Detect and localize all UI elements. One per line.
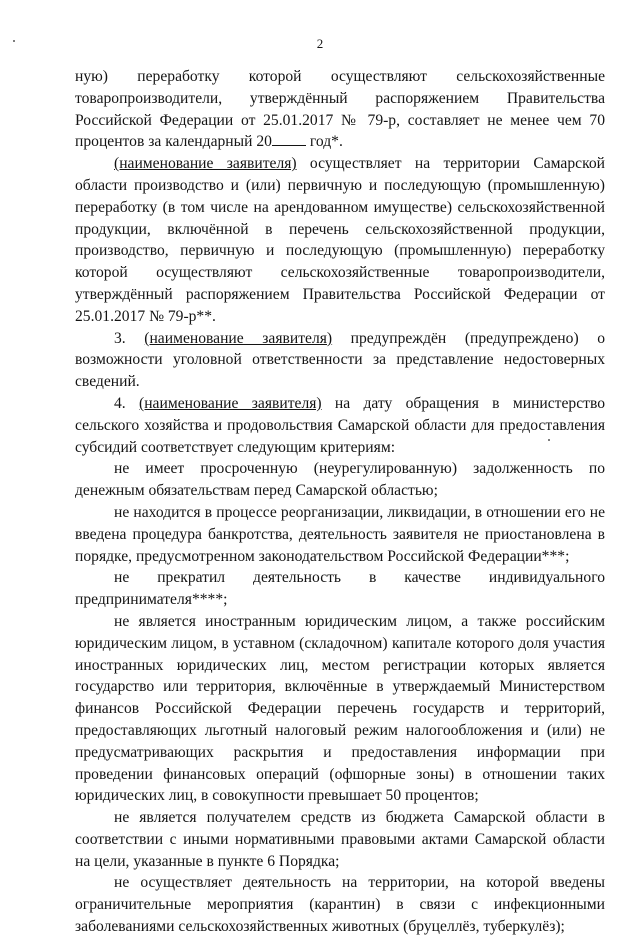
criterion-item: не прекратил деятельность в качестве индивидуального предпринимателя****;	[75, 569, 605, 609]
paragraph-4	[75, 393, 605, 458]
page-number: 2	[316, 36, 324, 51]
paragraph-3-text: предупреждён (предупреждено) о возможности уголовной ответственности за представление недостоверных сведений.	[75, 329, 605, 391]
criterion-item: не является иностранным юридическим лицом, а также российским юридическим лицом, в уставном (складочном) капитале которого доля участия иностранных юридических лиц, местом регистрации которых является государство или территория, включённые в утверждаемый Министерством финансов Российской Федерации перечень государств и территорий, предоставляющих льготный налоговый режим налогообложения и (или) не предусматривающих раскрытия и предоставления информации при проведении финансовых операций (офшорные зоны) в отношении таких юридических лиц, в совокупности превышает 50 процентов;	[75, 612, 605, 805]
criterion-item: не является получателем средств из бюджета Самарской области в соответствии с иными нормативными правовыми актами Самарской области на цели, указанные в пункте 6 Порядка;	[75, 809, 605, 870]
paragraph-1-text: ную) переработку которой осуществляют сельскохозяйственные товаропроизводители, утверждённый распоряжением Правительства Российской Федерации от 25.01.2017 № 79-р, составляет не менее чем 70 процентов за календарный	[75, 68, 605, 151]
criterion-item: не имеет просроченную (неурегулированную) задолженность по денежным обязательствам перед Самарской областью;	[75, 460, 605, 500]
document-body	[75, 66, 605, 938]
applicant-placeholder: (наименование заявителя)	[144, 329, 333, 347]
year-prefix: 20	[256, 133, 272, 151]
paragraph-1	[75, 66, 605, 153]
item-number: 4.	[114, 394, 140, 412]
paragraph-4-text: на дату обращения в министерство сельского хозяйства и продовольствия Самарской области для предоставления субсидий соответствует следующим критериям:	[75, 394, 606, 456]
item-number: 3.	[114, 329, 145, 347]
criterion-item: не находится в процессе реорганизации, ликвидации, в отношении его не введена процедура банкротства, деятельность заявителя не приостановлена в порядке, предусмотренном законодательством Российской Федерации***;	[75, 503, 605, 565]
paragraph-2	[75, 153, 605, 327]
criterion-item: не осуществляет деятельность на территории, на которой введены ограничительные мероприятия (карантин) в связи с инфекционными заболеваниями сельскохозяйственных животных (бруцеллёз, туберкулёз);	[75, 874, 605, 936]
paragraph-3	[75, 328, 605, 393]
year-suffix: год*.	[305, 133, 343, 151]
paragraph-2-text: осуществляет на территории Самарской области производство и (или) первичную и последующую (промышленную) переработку (в том числе на арендованном имуществе) сельскохозяйственной продукции, включённой в перечень сельскохозяйственной продукции, производство, первичную и последующую (промышленную) переработку которой осуществляют сельскохозяйственные товаропроизводители, утверждённый распоряжением Правительства Российской Федерации от 25.01.2017 № 79-р**.	[75, 155, 605, 325]
applicant-placeholder: (наименование заявителя)	[139, 394, 322, 412]
applicant-placeholder: (наименование заявителя)	[114, 155, 297, 173]
year-blank	[272, 133, 306, 146]
